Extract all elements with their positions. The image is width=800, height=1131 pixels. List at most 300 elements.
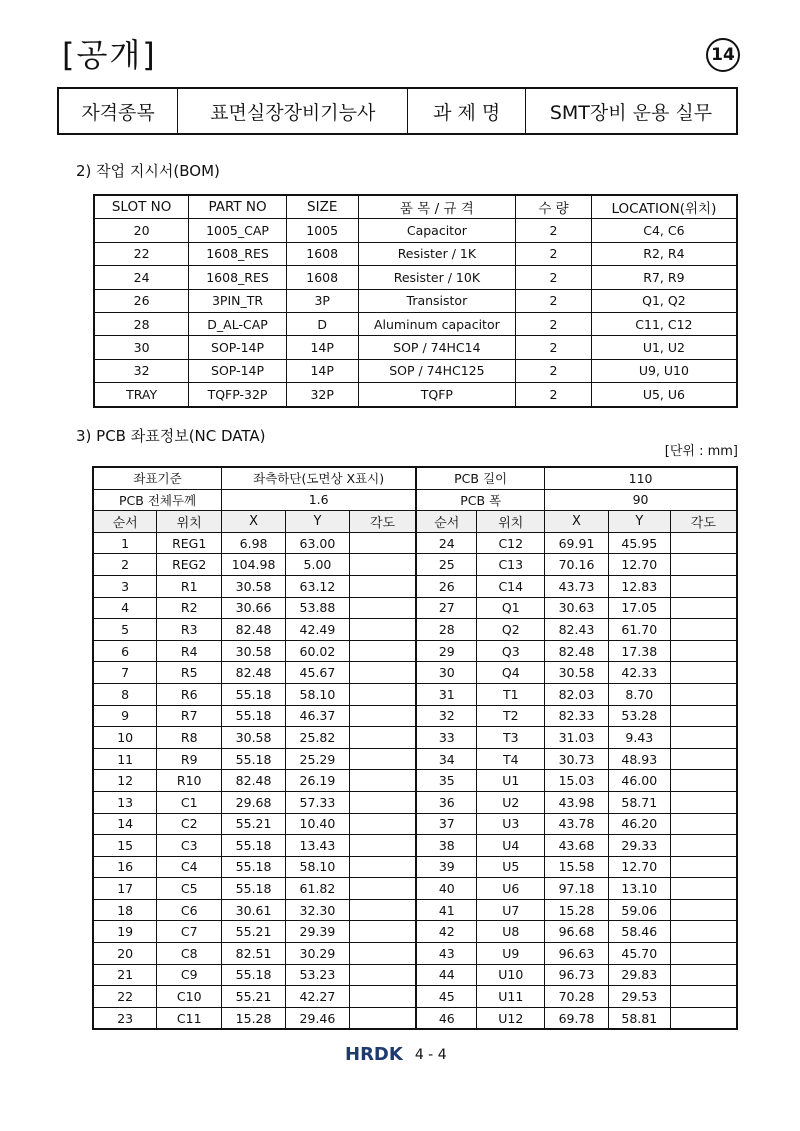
pcb-cell: 46: [416, 1007, 477, 1029]
pcb-cell: 97.18: [545, 878, 609, 900]
pcb-cell: 48.93: [608, 748, 670, 770]
pcb-cell: 55.18: [222, 964, 286, 986]
pcb-cell: R3: [157, 619, 222, 641]
pcb-cell: 27: [416, 597, 477, 619]
pcb-cell: 42.33: [608, 662, 670, 684]
pcb-cell: 15.58: [545, 856, 609, 878]
bom-cell: 14P: [286, 359, 358, 382]
pcb-thickness-value: 1.6: [222, 489, 417, 511]
footer: [345, 1044, 447, 1065]
pcb-cell: [670, 619, 737, 641]
pcb-row: [93, 683, 737, 705]
task-label: 과 제 명: [408, 88, 526, 134]
pcb-cell: Q2: [477, 619, 545, 641]
pcb-width-label: PCB 폭: [416, 489, 544, 511]
pcb-cell: R8: [157, 727, 222, 749]
pcb-cell: 30.63: [545, 597, 609, 619]
pcb-cell: 29.53: [608, 986, 670, 1008]
pcb-cell: [349, 835, 416, 857]
bom-cell: SOP-14P: [189, 336, 287, 359]
pcb-cell: 36: [416, 791, 477, 813]
pcb-cell: 82.43: [545, 619, 609, 641]
pcb-cell: 29.83: [608, 964, 670, 986]
pcb-cell: 5: [93, 619, 157, 641]
pcb-column-header: 순서: [416, 511, 477, 533]
origin-label: 좌표기준: [93, 467, 222, 489]
pcb-cell: 30.61: [222, 899, 286, 921]
bom-row: [94, 219, 737, 242]
bom-cell: U9, U10: [591, 359, 737, 382]
pcb-cell: 7: [93, 662, 157, 684]
pcb-cell: 30: [416, 662, 477, 684]
pcb-cell: 46.20: [608, 813, 670, 835]
bom-column-header: 품 목 / 규 격: [358, 195, 516, 219]
bom-cell: 1608: [286, 242, 358, 265]
pcb-cell: [349, 662, 416, 684]
pcb-cell: T2: [477, 705, 545, 727]
pcb-row: [93, 575, 737, 597]
pcb-cell: 58.71: [608, 791, 670, 813]
pcb-cell: 55.21: [222, 813, 286, 835]
pcb-cell: 42.27: [286, 986, 350, 1008]
pcb-cell: 55.18: [222, 856, 286, 878]
pcb-cell: [349, 748, 416, 770]
pcb-row: [93, 597, 737, 619]
pcb-cell: 5.00: [286, 554, 350, 576]
pcb-cell: 6: [93, 640, 157, 662]
pcb-cell: 69.78: [545, 1007, 609, 1029]
pcb-cell: 38: [416, 835, 477, 857]
pcb-column-header: X: [222, 511, 286, 533]
pcb-cell: U12: [477, 1007, 545, 1029]
pcb-cell: [349, 705, 416, 727]
pcb-cell: 9: [93, 705, 157, 727]
pcb-cell: Q3: [477, 640, 545, 662]
bom-cell: 2: [516, 219, 592, 242]
pcb-cell: 30.58: [222, 575, 286, 597]
task-value: SMT장비 운용 실무: [525, 88, 737, 134]
pcb-cell: 30.73: [545, 748, 609, 770]
pcb-cell: 31: [416, 683, 477, 705]
pcb-cell: [670, 943, 737, 965]
bom-row: [94, 336, 737, 359]
pcb-cell: 34: [416, 748, 477, 770]
pcb-row: [93, 835, 737, 857]
bom-cell: Transistor: [358, 289, 516, 312]
pcb-row: [93, 943, 737, 965]
pcb-cell: [670, 640, 737, 662]
bom-cell: 1608_RES: [189, 242, 287, 265]
bom-cell: U1, U2: [591, 336, 737, 359]
bom-cell: 2: [516, 383, 592, 407]
pcb-width-value: 90: [545, 489, 737, 511]
pcb-coordinate-table: [92, 466, 738, 1030]
pcb-cell: 53.23: [286, 964, 350, 986]
pcb-row: [93, 770, 737, 792]
pcb-cell: 6.98: [222, 532, 286, 554]
pcb-column-header: Y: [608, 511, 670, 533]
pcb-cell: 30.58: [222, 727, 286, 749]
pcb-cell: [670, 791, 737, 813]
bom-cell: Capacitor: [358, 219, 516, 242]
pcb-cell: [349, 554, 416, 576]
pcb-cell: 26: [416, 575, 477, 597]
pcb-cell: 16: [93, 856, 157, 878]
pcb-cell: [349, 986, 416, 1008]
pcb-cell: 63.12: [286, 575, 350, 597]
pcb-cell: 10: [93, 727, 157, 749]
pcb-cell: 25.82: [286, 727, 350, 749]
pcb-cell: [670, 921, 737, 943]
pcb-cell: R5: [157, 662, 222, 684]
pcb-cell: [349, 683, 416, 705]
footer-page-number: 4 - 4: [414, 1046, 447, 1063]
pcb-cell: 43.98: [545, 791, 609, 813]
bom-cell: D: [286, 312, 358, 335]
pcb-cell: [349, 943, 416, 965]
pcb-cell: U4: [477, 835, 545, 857]
bom-cell: Resister / 1K: [358, 242, 516, 265]
exam-header-table: [57, 87, 738, 135]
pcb-cell: 70.28: [545, 986, 609, 1008]
bom-cell: 26: [94, 289, 189, 312]
pcb-cell: R1: [157, 575, 222, 597]
bom-cell: 2: [516, 312, 592, 335]
pcb-cell: 60.02: [286, 640, 350, 662]
bom-cell: 2: [516, 359, 592, 382]
pcb-cell: T4: [477, 748, 545, 770]
pcb-cell: [349, 727, 416, 749]
pcb-cell: 18: [93, 899, 157, 921]
pcb-cell: 55.21: [222, 921, 286, 943]
pcb-cell: U8: [477, 921, 545, 943]
pcb-cell: R10: [157, 770, 222, 792]
pcb-cell: 39: [416, 856, 477, 878]
pcb-cell: [349, 575, 416, 597]
bom-row: [94, 289, 737, 312]
pcb-cell: [349, 964, 416, 986]
pcb-cell: R4: [157, 640, 222, 662]
pcb-cell: 12.70: [608, 856, 670, 878]
pcb-cell: 61.82: [286, 878, 350, 900]
pcb-row: [93, 748, 737, 770]
bom-cell: 1005_CAP: [189, 219, 287, 242]
pcb-cell: 82.48: [222, 770, 286, 792]
pcb-cell: C4: [157, 856, 222, 878]
bom-cell: 1608_RES: [189, 266, 287, 289]
bom-cell: R2, R4: [591, 242, 737, 265]
pcb-column-header: 위치: [477, 511, 545, 533]
pcb-cell: 29: [416, 640, 477, 662]
bom-row: [94, 359, 737, 382]
pcb-cell: 82.33: [545, 705, 609, 727]
pcb-cell: 45.95: [608, 532, 670, 554]
pcb-cell: REG2: [157, 554, 222, 576]
bom-column-header: 수 량: [516, 195, 592, 219]
pcb-cell: 59.06: [608, 899, 670, 921]
pcb-cell: [349, 532, 416, 554]
pcb-cell: [349, 791, 416, 813]
pcb-cell: 42: [416, 921, 477, 943]
pcb-cell: U10: [477, 964, 545, 986]
pcb-cell: 1: [93, 532, 157, 554]
bom-cell: C4, C6: [591, 219, 737, 242]
pcb-cell: [670, 683, 737, 705]
pcb-cell: 53.88: [286, 597, 350, 619]
pcb-cell: 55.18: [222, 705, 286, 727]
pcb-cell: [670, 964, 737, 986]
bom-row: [94, 266, 737, 289]
pcb-cell: 82.51: [222, 943, 286, 965]
pcb-column-header: 각도: [670, 511, 737, 533]
pcb-row: [93, 921, 737, 943]
bom-row: [94, 312, 737, 335]
origin-value: 좌측하단(도면상 X표시): [222, 467, 417, 489]
pcb-cell: [349, 813, 416, 835]
pcb-cell: 55.18: [222, 835, 286, 857]
pcb-row: [93, 662, 737, 684]
pcb-header-row: [93, 511, 737, 533]
pcb-cell: 28: [416, 619, 477, 641]
pcb-cell: C10: [157, 986, 222, 1008]
pcb-cell: 70.16: [545, 554, 609, 576]
bom-cell: Q1, Q2: [591, 289, 737, 312]
pcb-cell: C14: [477, 575, 545, 597]
pcb-cell: 55.18: [222, 878, 286, 900]
pcb-cell: 96.73: [545, 964, 609, 986]
pcb-cell: 13.10: [608, 878, 670, 900]
pcb-row: [93, 619, 737, 641]
pcb-cell: 43.68: [545, 835, 609, 857]
pcb-row: [93, 899, 737, 921]
bom-column-header: SIZE: [286, 195, 358, 219]
pcb-cell: 29.33: [608, 835, 670, 857]
pcb-column-header: 순서: [93, 511, 157, 533]
pcb-cell: [670, 986, 737, 1008]
pcb-cell: 37: [416, 813, 477, 835]
pcb-cell: U2: [477, 791, 545, 813]
pcb-cell: [349, 899, 416, 921]
pcb-cell: 55.21: [222, 986, 286, 1008]
pcb-cell: T3: [477, 727, 545, 749]
pcb-cell: 29.68: [222, 791, 286, 813]
bom-row: [94, 383, 737, 407]
pcb-cell: 3: [93, 575, 157, 597]
pcb-cell: 104.98: [222, 554, 286, 576]
pcb-cell: C13: [477, 554, 545, 576]
pcb-cell: 22: [93, 986, 157, 1008]
pcb-row: [93, 856, 737, 878]
pcb-cell: [670, 813, 737, 835]
pcb-thickness-label: PCB 전체두께: [93, 489, 222, 511]
bom-header-row: [94, 195, 737, 219]
pcb-cell: 55.18: [222, 748, 286, 770]
field-label: 자격종목: [58, 88, 178, 134]
pcb-column-header: 각도: [349, 511, 416, 533]
pcb-column-header: Y: [286, 511, 350, 533]
pcb-column-header: 위치: [157, 511, 222, 533]
pcb-cell: 12: [93, 770, 157, 792]
pcb-cell: 31.03: [545, 727, 609, 749]
pcb-cell: [670, 748, 737, 770]
pcb-cell: [670, 597, 737, 619]
pcb-cell: 13.43: [286, 835, 350, 857]
bom-column-header: LOCATION(위치): [591, 195, 737, 219]
pcb-cell: U9: [477, 943, 545, 965]
pcb-length-value: 110: [545, 467, 737, 489]
pcb-cell: C12: [477, 532, 545, 554]
pcb-cell: C6: [157, 899, 222, 921]
pcb-cell: 30.66: [222, 597, 286, 619]
pcb-section-title: 3) PCB 좌표정보(NC DATA): [76, 427, 266, 445]
pcb-cell: C2: [157, 813, 222, 835]
bom-cell: 2: [516, 336, 592, 359]
pcb-cell: [349, 619, 416, 641]
pcb-cell: C3: [157, 835, 222, 857]
pcb-cell: 15.28: [545, 899, 609, 921]
pcb-row: [93, 964, 737, 986]
pcb-cell: 35: [416, 770, 477, 792]
bom-cell: Resister / 10K: [358, 266, 516, 289]
pcb-row: [93, 986, 737, 1008]
hrdk-logo: HRDK: [345, 1044, 403, 1065]
pcb-cell: 13: [93, 791, 157, 813]
pcb-cell: Q1: [477, 597, 545, 619]
pcb-cell: 82.48: [222, 619, 286, 641]
pcb-cell: R9: [157, 748, 222, 770]
pcb-cell: 96.68: [545, 921, 609, 943]
bom-cell: 1608: [286, 266, 358, 289]
pcb-cell: 45.70: [608, 943, 670, 965]
pcb-cell: 63.00: [286, 532, 350, 554]
pcb-cell: 46.37: [286, 705, 350, 727]
pcb-cell: 82.03: [545, 683, 609, 705]
pcb-cell: 25: [416, 554, 477, 576]
pcb-cell: 15: [93, 835, 157, 857]
pcb-cell: 43: [416, 943, 477, 965]
pcb-cell: 58.81: [608, 1007, 670, 1029]
pcb-cell: C5: [157, 878, 222, 900]
pcb-column-header: X: [545, 511, 609, 533]
pcb-cell: 17: [93, 878, 157, 900]
pcb-cell: 45: [416, 986, 477, 1008]
bom-cell: TQFP: [358, 383, 516, 407]
pcb-cell: 61.70: [608, 619, 670, 641]
pcb-cell: [349, 856, 416, 878]
bom-cell: 32P: [286, 383, 358, 407]
pcb-row: [93, 791, 737, 813]
pcb-cell: 17.38: [608, 640, 670, 662]
pcb-cell: 32: [416, 705, 477, 727]
pcb-cell: 57.33: [286, 791, 350, 813]
pcb-cell: C7: [157, 921, 222, 943]
pcb-cell: 45.67: [286, 662, 350, 684]
bom-cell: 3P: [286, 289, 358, 312]
pcb-cell: 82.48: [545, 640, 609, 662]
pcb-cell: 58.46: [608, 921, 670, 943]
pcb-cell: 29.46: [286, 1007, 350, 1029]
pcb-row: [93, 532, 737, 554]
pcb-cell: R7: [157, 705, 222, 727]
pcb-cell: [670, 1007, 737, 1029]
bom-cell: 24: [94, 266, 189, 289]
page-number-badge: 14: [706, 38, 740, 72]
bom-row: [94, 242, 737, 265]
pcb-cell: 12.83: [608, 575, 670, 597]
pcb-cell: C9: [157, 964, 222, 986]
field-value: 표면실장장비기능사: [178, 88, 408, 134]
unit-label: [단위 : mm]: [664, 444, 738, 459]
pcb-cell: 4: [93, 597, 157, 619]
pcb-cell: 11: [93, 748, 157, 770]
pcb-row: [93, 878, 737, 900]
pcb-row: [93, 554, 737, 576]
pcb-row: [93, 813, 737, 835]
bom-section-title: 2) 작업 지시서(BOM): [76, 162, 220, 180]
pcb-cell: [349, 921, 416, 943]
bom-cell: 20: [94, 219, 189, 242]
pcb-cell: C11: [157, 1007, 222, 1029]
pcb-cell: 44: [416, 964, 477, 986]
pcb-cell: 12.70: [608, 554, 670, 576]
pcb-cell: 40: [416, 878, 477, 900]
pcb-cell: 19: [93, 921, 157, 943]
pcb-cell: R6: [157, 683, 222, 705]
pcb-cell: [670, 575, 737, 597]
pcb-cell: 30.29: [286, 943, 350, 965]
pcb-cell: 20: [93, 943, 157, 965]
pcb-cell: 8.70: [608, 683, 670, 705]
bom-cell: 22: [94, 242, 189, 265]
pcb-cell: 55.18: [222, 683, 286, 705]
pcb-row: [93, 727, 737, 749]
pcb-cell: REG1: [157, 532, 222, 554]
pcb-cell: [349, 770, 416, 792]
pcb-row: [93, 705, 737, 727]
pcb-cell: 9.43: [608, 727, 670, 749]
bom-cell: 2: [516, 242, 592, 265]
bom-cell: TQFP-32P: [189, 383, 287, 407]
pcb-cell: 21: [93, 964, 157, 986]
pcb-cell: 23: [93, 1007, 157, 1029]
pcb-cell: 29.39: [286, 921, 350, 943]
pcb-cell: [670, 770, 737, 792]
pcb-cell: 30.58: [222, 640, 286, 662]
bom-column-header: SLOT NO: [94, 195, 189, 219]
pcb-cell: [349, 640, 416, 662]
pcb-cell: U6: [477, 878, 545, 900]
pcb-cell: [670, 835, 737, 857]
pcb-cell: [670, 554, 737, 576]
bom-cell: Aluminum capacitor: [358, 312, 516, 335]
pcb-cell: [349, 1007, 416, 1029]
bom-cell: 28: [94, 312, 189, 335]
pcb-cell: [670, 662, 737, 684]
bom-cell: 1005: [286, 219, 358, 242]
pcb-cell: [349, 878, 416, 900]
pcb-cell: U5: [477, 856, 545, 878]
bom-cell: 2: [516, 266, 592, 289]
pcb-row: [93, 640, 737, 662]
bom-cell: 14P: [286, 336, 358, 359]
pcb-cell: 14: [93, 813, 157, 835]
pcb-cell: 33: [416, 727, 477, 749]
pcb-cell: T1: [477, 683, 545, 705]
pcb-cell: 15.03: [545, 770, 609, 792]
pcb-cell: U11: [477, 986, 545, 1008]
bom-cell: 3PIN_TR: [189, 289, 287, 312]
pcb-cell: 41: [416, 899, 477, 921]
